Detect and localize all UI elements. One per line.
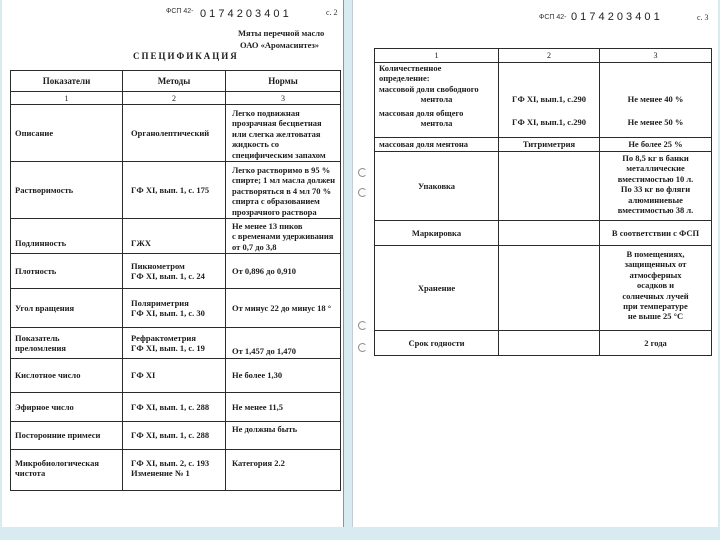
norm-cell [600,138,712,152]
indicator-cell [375,221,499,246]
method-cell [499,107,600,138]
punch-hole [358,343,367,352]
norm-cell [226,219,341,254]
indicator-text: Кислотное число [15,370,81,381]
indicator-cell [11,162,123,219]
column-header-methods: Методы [123,71,226,92]
norm-text: От 0,896 до 0,910 [232,265,296,276]
method-cell [123,254,226,289]
indicator-text: массовая доля общего [379,107,464,118]
norm-cell [226,162,341,219]
table-row [11,328,341,359]
norm-text: По 8,5 кг в банки [622,153,689,163]
column-number-row [11,92,341,105]
method-text: Органолептический [131,127,210,138]
punch-hole [358,188,367,197]
page-left [2,0,344,527]
indicator-text: Описание [15,127,54,138]
indicator-text: Срок годности [408,337,465,348]
indicator-text: чистота [15,468,46,479]
page-right [352,0,718,527]
norm-cell [600,246,712,331]
manufacturer-name: ОАО «Аромасинтез» [240,40,320,50]
norm-cell [600,152,712,221]
table-row [375,246,712,331]
norm-text: Категория 2.2 [232,458,285,468]
page-title: СПЕЦИФИКАЦИЯ [133,51,239,61]
norm-cell [600,221,712,246]
method-text: ГФ XI, вып. 1, с. 288 [131,430,210,441]
indicator-cell [11,450,123,491]
method-text: ГФ XI, вып.1, с.290 [512,116,586,127]
norm-text: От минус 22 до минус 18 ° [232,302,332,313]
norm-cell [226,450,341,491]
table-row [375,138,712,152]
norm-text: прозрачная бесцветная [232,118,322,129]
indicator-text: ментола [420,117,453,128]
norm-text: с временами удерживания [232,231,334,242]
method-cell [123,328,226,359]
column-number: 2 [499,49,600,63]
method-text: Поляриметрия [131,297,189,308]
method-cell [123,105,226,162]
punch-hole [358,168,367,177]
table-row [11,422,341,450]
table-row [11,289,341,328]
norm-text: От 1,457 до 1,470 [232,345,296,356]
norm-text: Легко растворимо в 95 % [232,165,331,175]
indicator-cell [375,152,499,221]
norm-cell [226,393,341,422]
indicator-text: Эфирное число [15,401,74,412]
specification-table [10,70,341,491]
norm-text: осадков и [636,280,675,291]
method-text: Титриметрия [522,139,576,150]
header-row [11,71,341,92]
method-text: ГФ XI [131,370,156,381]
indicator-cell [375,138,499,152]
norm-text: Не более 25 % [628,139,683,150]
method-text: Рефрактометрия [131,332,196,343]
indicator-cell [375,107,499,138]
doc-code: 0 1 7 4 2 0 3 4 0 1 [571,11,660,23]
norm-cell [226,105,341,162]
method-text: ГЖХ [131,237,151,248]
indicator-text: Микробиологическая [15,458,99,468]
method-text: Пикнометром [131,260,185,271]
page-number: с. 2 [326,8,338,17]
norm-text: Не должны быть [232,424,298,434]
norm-text: от 0,7 до 3,8 [232,241,277,252]
table-row [11,254,341,289]
table-row [11,393,341,422]
norm-text: прозрачного раствора [232,206,317,217]
column-number: 1 [375,49,499,63]
norm-text: специфическим запахом [232,149,326,160]
method-cell [123,162,226,219]
norm-text: вместимостью 10 л. [617,173,694,184]
method-cell [499,138,600,152]
norm-cell [226,328,341,359]
norm-text: защищенных от [624,259,687,270]
method-cell [499,63,600,107]
norm-text: 2 года [644,337,667,348]
norm-text: спирте; 1 мл масла должен [232,175,335,186]
table-row [11,450,341,491]
indicator-cell [11,105,123,162]
norm-cell [600,107,712,138]
norm-text: или слегка желтоватая [232,128,321,139]
column-number: 3 [226,92,341,105]
indicator-text: массовой доли свободного [379,83,479,94]
norm-text: растворяться в 4 мл 70 % [232,185,332,196]
norm-cell [600,63,712,107]
indicator-cell [375,63,499,107]
column-number: 3 [600,49,712,63]
method-text: ГФ XI, вып. 1, с. 30 [131,308,205,318]
indicator-text: Маркировка [411,227,462,238]
indicator-cell [11,328,123,359]
norm-text: при температуре [623,301,688,312]
norm-text: вместимостью 38 л. [617,205,694,216]
table-row [375,331,712,356]
indicator-text: Показатель [15,332,60,343]
column-number: 2 [123,92,226,105]
method-cell [123,289,226,328]
norm-cell [600,331,712,356]
indicator-text: Угол вращения [15,302,75,313]
indicator-text: Упаковка [417,180,456,191]
indicator-text: Посторонние примеси [15,430,101,441]
indicator-text: Подлинность [15,237,67,248]
norm-text: В помещениях, [626,249,685,259]
method-cell [123,359,226,393]
indicator-text: Хранение [417,282,456,293]
norm-text: Не менее 13 пиков [232,221,303,231]
indicator-cell [11,254,123,289]
table-row [11,162,341,219]
norm-text: солнечных лучей [622,290,689,301]
table-row [11,105,341,162]
method-cell [123,393,226,422]
indicator-cell [11,393,123,422]
method-cell [499,331,600,356]
indicator-text: массовая доля ментона [379,139,468,150]
norm-text: Не менее 50 % [627,116,684,127]
method-text: ГФ XI, вып.1, с.290 [512,94,586,105]
method-cell [499,221,600,246]
column-header-norms: Нормы [226,71,341,92]
indicator-text: ментола [420,94,453,105]
doc-code: 0 1 7 4 2 0 3 4 0 1 [200,8,289,20]
punch-hole [358,321,367,330]
norm-text: Не менее 40 % [627,94,684,105]
product-name: Мяты перечной масло [238,28,325,38]
indicator-text: Растворимость [15,184,74,195]
doc-prefix: ФСП 42- [166,8,194,15]
table-row [375,152,712,221]
indicator-cell [11,289,123,328]
indicator-cell [375,331,499,356]
method-text: ГФ XI, вып. 1, с. 175 [131,184,210,195]
norm-text: Легко подвижная [232,108,300,118]
method-text: ГФ XI, вып. 1, с. 19 [131,343,205,353]
method-text: Изменение № 1 [131,468,190,479]
indicator-text: преломления [15,343,66,353]
method-cell [499,246,600,331]
norm-cell [226,359,341,393]
table-row [11,359,341,393]
norm-text: алюминиевые [628,194,683,205]
column-header-indicators: Показатели [11,71,123,92]
method-text: ГФ XI, вып. 2, с. 193 [131,458,210,468]
method-text: ГФ XI, вып. 1, с. 24 [131,271,205,281]
indicator-text: Плотность [15,265,57,276]
norm-text: Не более 1,30 [232,370,283,381]
norm-text: Не менее 11,5 [232,401,284,412]
method-cell [123,219,226,254]
norm-text: жидкость со [232,139,279,150]
indicator-text: определение: [379,73,430,84]
method-cell [123,450,226,491]
indicator-cell [11,359,123,393]
norm-cell [226,254,341,289]
method-text: ГФ XI, вып. 1, с. 288 [131,401,210,412]
indicator-text: Количественное [379,63,442,73]
table-row [11,219,341,254]
norm-text: В соответствии с ФСП [611,227,700,238]
norm-cell [226,289,341,328]
norm-text: металлические [626,163,685,174]
indicator-cell [375,246,499,331]
norm-text: спирта с образованием [232,196,320,207]
table-row [375,221,712,246]
indicator-cell [11,219,123,254]
column-number: 1 [11,92,123,105]
table-row [375,63,712,107]
method-cell [499,152,600,221]
doc-prefix: ФСП 42- [539,14,567,21]
norm-text: атмосферных [629,269,682,280]
norm-text: не выше 25 °С [627,311,684,322]
column-number-row [375,49,712,63]
indicator-cell [11,422,123,450]
table-row [375,107,712,138]
page-number: с. 3 [697,13,709,22]
norm-text: По 33 кг во фляги [620,184,691,195]
method-cell [123,422,226,450]
norm-cell [226,422,341,450]
specification-table-continued [374,48,712,356]
